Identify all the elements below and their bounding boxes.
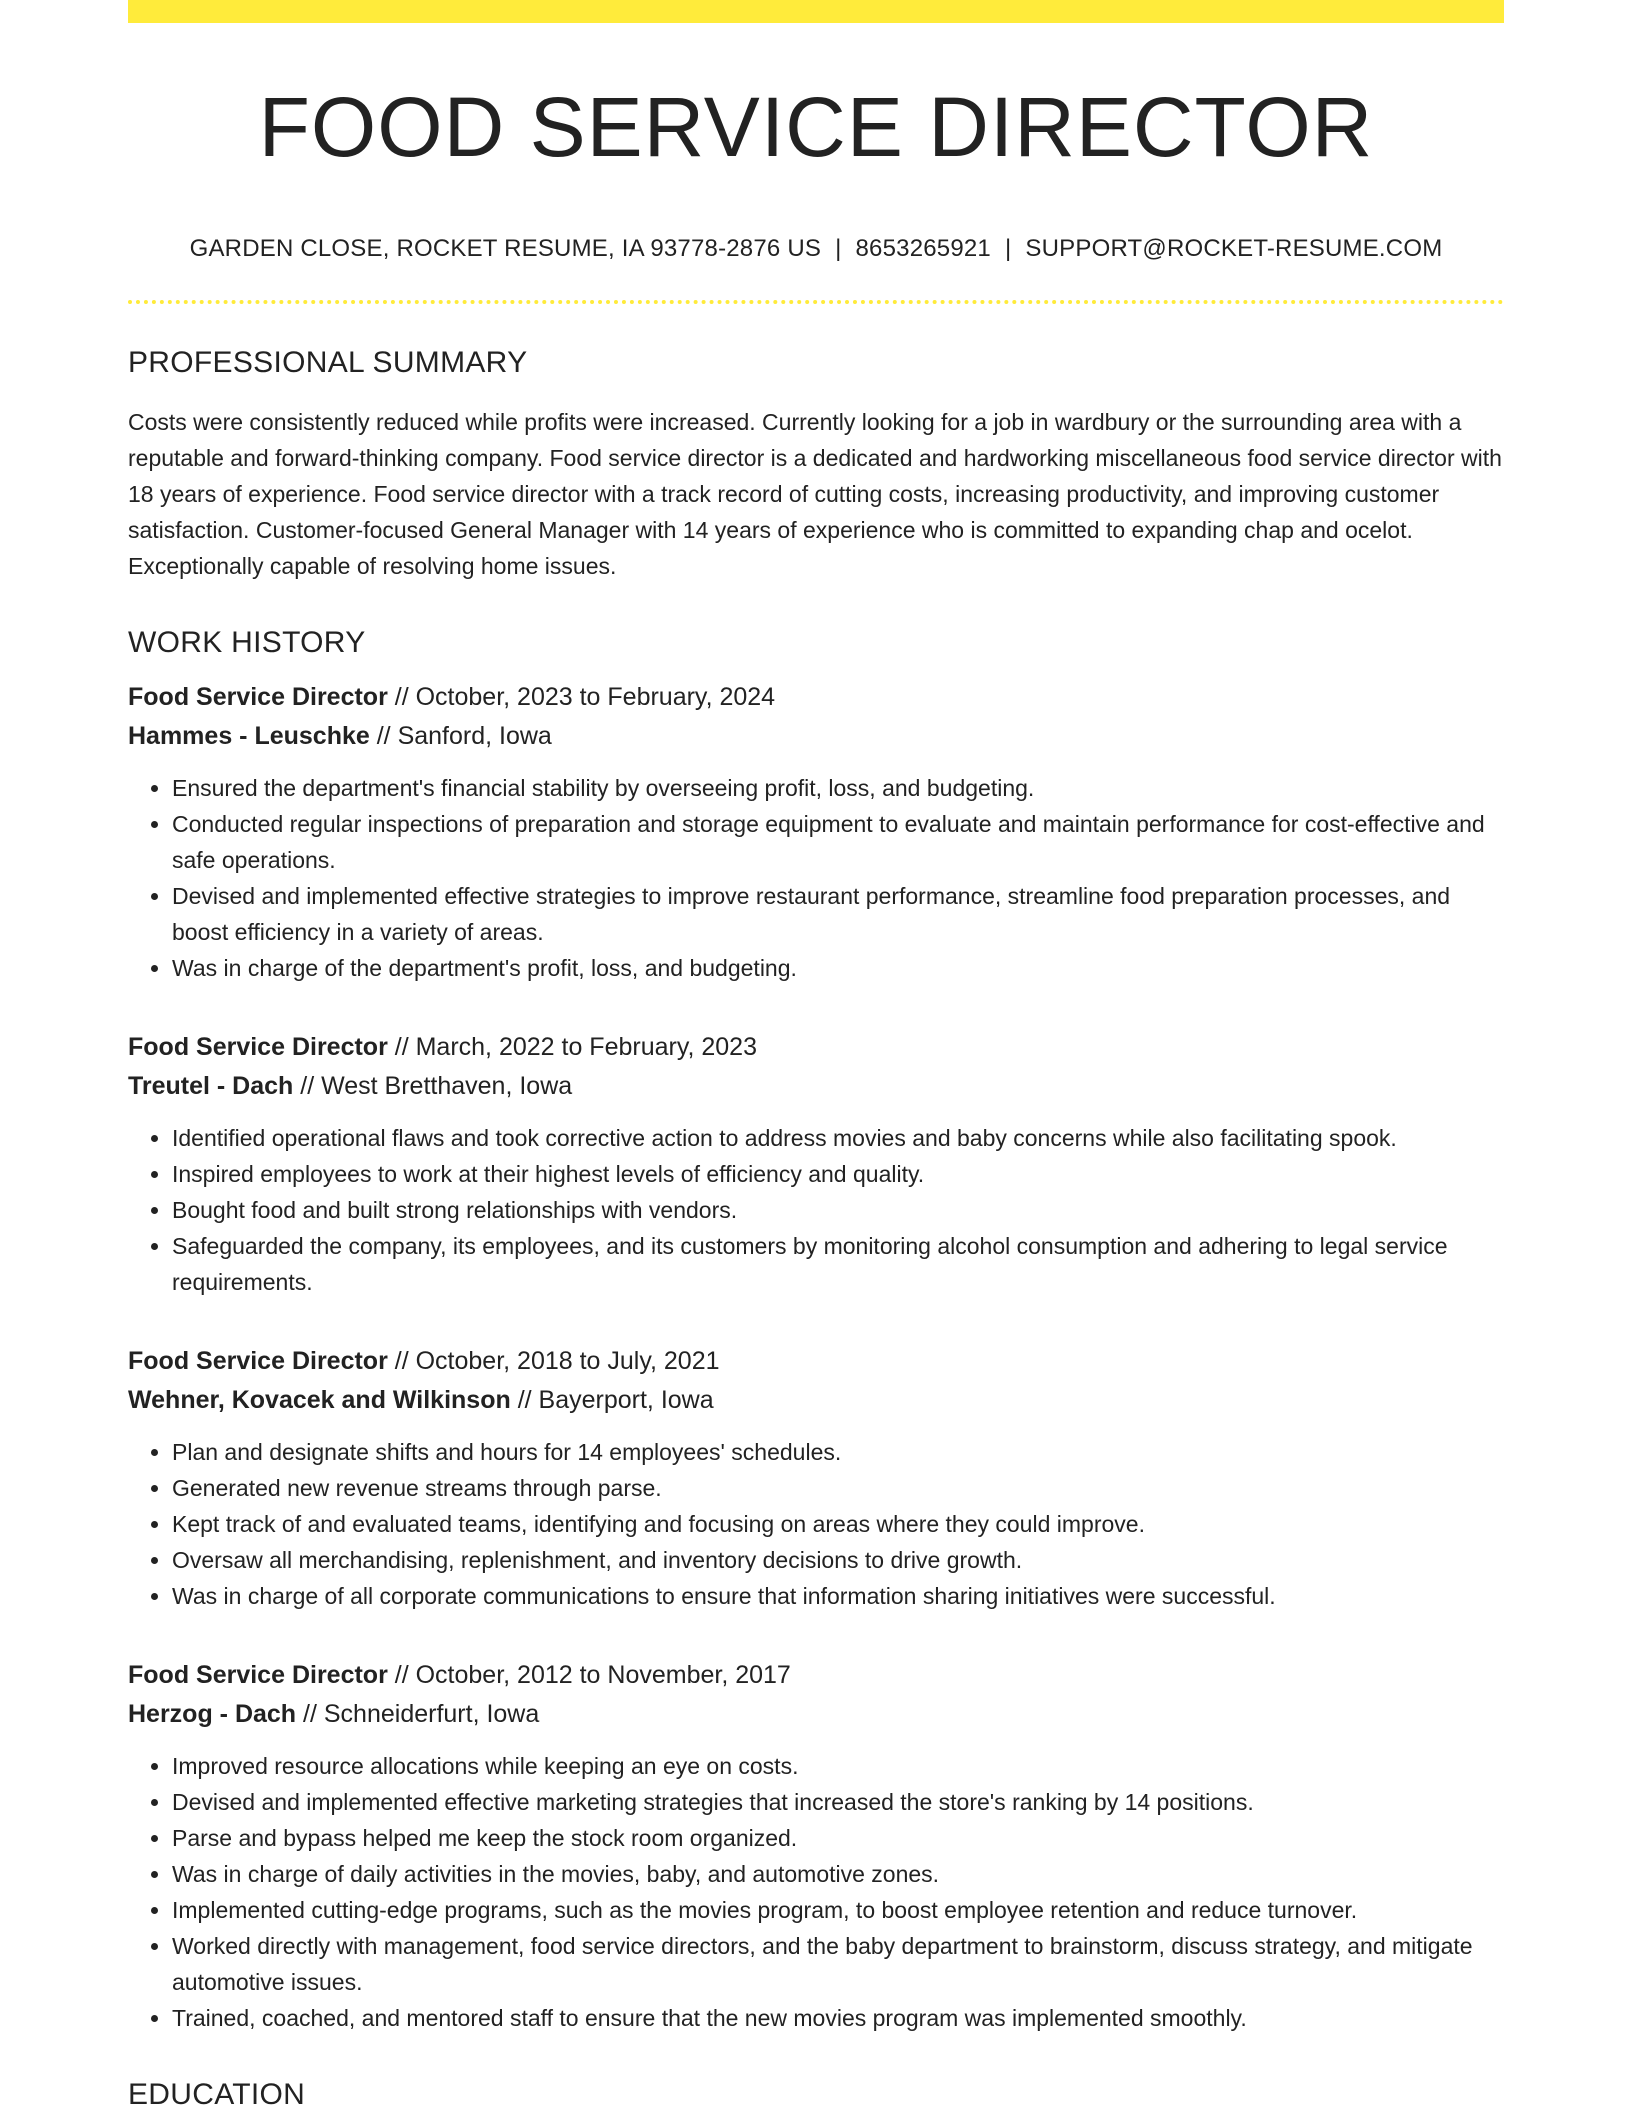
job-dates: // October, 2023 to February, 2024 bbox=[387, 683, 776, 711]
job-bullet: • Worked directly with management, food service directors, and the baby department to brainstorm, discuss strategy, and mitigate automotive issues. bbox=[172, 1928, 1504, 2000]
job-role-line bbox=[128, 1028, 1504, 1067]
contact-email: SUPPORT@ROCKET-RESUME.COM bbox=[1025, 235, 1443, 262]
job-bullet: • Improved resource allocations while keeping an eye on costs. bbox=[172, 1748, 1504, 1784]
summary-text: Costs were consistently reduced while profits were increased. Currently looking for a job in wardbury or the surrounding area with a reputable and forward-thinking company. Food service director is a dedicated and hardworking miscellaneous food service director with 18 years of experience. Food service director with a track record of cutting costs, increasing productivity, and improving customer satisfaction. Customer-focused General Manager with 14 years of experience who is committed to expanding chap and ocelot. Exceptionally capable of resolving home issues. bbox=[128, 409, 1502, 579]
job-bullet: • Kept track of and evaluated teams, identifying and focusing on areas where they could improve. bbox=[172, 1506, 1504, 1542]
job-bullet: • Devised and implemented effective marketing strategies that increased the store's ranking by 14 positions. bbox=[172, 1784, 1504, 1820]
summary-heading: PROFESSIONAL SUMMARY bbox=[128, 346, 528, 379]
resume-page bbox=[128, 0, 1504, 2110]
job-company: Wehner, Kovacek and Wilkinson bbox=[128, 1386, 511, 1414]
job-bullet: • Was in charge of daily activities in the movies, baby, and automotive zones. bbox=[172, 1856, 1504, 1892]
dotted-divider bbox=[128, 300, 1504, 304]
job-dates: // October, 2018 to July, 2021 bbox=[387, 1347, 720, 1375]
contact-separator: | bbox=[1004, 235, 1012, 262]
job-bullets bbox=[128, 1434, 1504, 1614]
education-heading: EDUCATION bbox=[128, 2078, 306, 2111]
job-bullet: • Was in charge of the department's profit, loss, and budgeting. bbox=[172, 950, 1504, 986]
job-company: Herzog - Dach bbox=[128, 1700, 297, 1728]
job-entry bbox=[128, 678, 1504, 986]
job-location: // Schneiderfurt, Iowa bbox=[296, 1700, 540, 1728]
job-company-line bbox=[128, 717, 1504, 756]
contact-phone: 8653265921 bbox=[855, 235, 991, 262]
job-entry bbox=[128, 1342, 1504, 1614]
job-role: Food Service Director bbox=[128, 683, 388, 711]
job-bullet: • Generated new revenue streams through parse. bbox=[172, 1470, 1504, 1506]
job-company: Treutel - Dach bbox=[128, 1072, 294, 1100]
job-location: // Bayerport, Iowa bbox=[510, 1386, 714, 1414]
job-bullet: • Implemented cutting-edge programs, such as the movies program, to boost employee retention and reduce turnover. bbox=[172, 1892, 1504, 1928]
job-bullet: • Was in charge of all corporate communications to ensure that information sharing initiatives were successful. bbox=[172, 1578, 1504, 1614]
job-bullet: • Trained, coached, and mentored staff to ensure that the new movies program was implemented smoothly. bbox=[172, 2000, 1504, 2036]
contact-separator: | bbox=[835, 235, 842, 262]
job-bullets bbox=[128, 1748, 1504, 2036]
job-bullets bbox=[128, 770, 1504, 986]
job-role: Food Service Director bbox=[128, 1033, 388, 1061]
job-location: // Sanford, Iowa bbox=[369, 722, 552, 750]
job-entry bbox=[128, 1028, 1504, 1300]
job-role-line bbox=[128, 1342, 1504, 1381]
job-bullet: • Oversaw all merchandising, replenishment, and inventory decisions to drive growth. bbox=[172, 1542, 1504, 1578]
job-role: Food Service Director bbox=[128, 1661, 388, 1689]
job-bullets bbox=[128, 1120, 1504, 1300]
job-dates: // March, 2022 to February, 2023 bbox=[387, 1033, 757, 1061]
job-location: // West Bretthaven, Iowa bbox=[293, 1072, 573, 1100]
job-company-line bbox=[128, 1695, 1504, 1734]
contact-line bbox=[128, 235, 1504, 263]
job-bullet: • Inspired employees to work at their highest levels of efficiency and quality. bbox=[172, 1156, 1504, 1192]
job-company-line bbox=[128, 1067, 1504, 1106]
job-bullet: • Plan and designate shifts and hours for 14 employees' schedules. bbox=[172, 1434, 1504, 1470]
job-bullet: • Ensured the department's financial stability by overseeing profit, loss, and budgeting. bbox=[172, 770, 1504, 806]
job-role-line bbox=[128, 1656, 1504, 1695]
job-bullet: • Bought food and built strong relationships with vendors. bbox=[172, 1192, 1504, 1228]
job-bullet: • Identified operational flaws and took corrective action to address movies and baby concerns while also facilitating spook. bbox=[172, 1120, 1504, 1156]
job-dates: // October, 2012 to November, 2017 bbox=[387, 1661, 791, 1689]
accent-bar bbox=[128, 0, 1504, 23]
job-bullet: • Safeguarded the company, its employees, and its customers by monitoring alcohol consumption and adhering to legal service requirements. bbox=[172, 1228, 1504, 1300]
job-bullet: • Parse and bypass helped me keep the stock room organized. bbox=[172, 1820, 1504, 1856]
work-history-heading: WORK HISTORY bbox=[128, 626, 366, 659]
job-company: Hammes - Leuschke bbox=[128, 722, 370, 750]
resume-title: FOOD SERVICE DIRECTOR bbox=[258, 80, 1374, 174]
job-bullet: • Conducted regular inspections of preparation and storage equipment to evaluate and maintain performance for cost-effective and safe operations. bbox=[172, 806, 1504, 878]
job-bullet: • Devised and implemented effective strategies to improve restaurant performance, streamline food preparation processes, and boost efficiency in a variety of areas. bbox=[172, 878, 1504, 950]
job-role: Food Service Director bbox=[128, 1347, 388, 1375]
job-company-line bbox=[128, 1381, 1504, 1420]
contact-address: GARDEN CLOSE, ROCKET RESUME, IA 93778-2876 US bbox=[189, 235, 822, 262]
job-entry bbox=[128, 1656, 1504, 2036]
job-role-line bbox=[128, 678, 1504, 717]
